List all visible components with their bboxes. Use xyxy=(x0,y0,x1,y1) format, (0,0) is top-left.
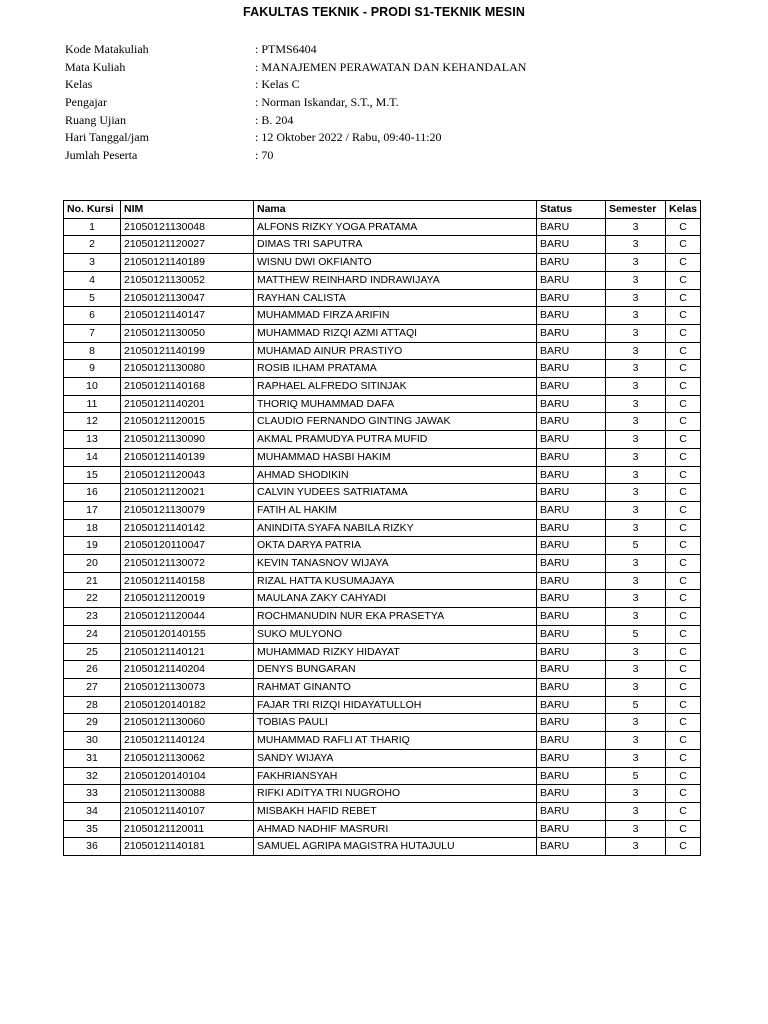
cell-nim: 21050120140104 xyxy=(121,767,254,785)
cell-status: BARU xyxy=(537,271,606,289)
cell-status: BARU xyxy=(537,572,606,590)
cell-kelas: C xyxy=(666,838,701,856)
table-row xyxy=(64,448,701,466)
cell-nama: MISBAKH HAFID REBET xyxy=(254,802,537,820)
cell-no: 8 xyxy=(64,342,121,360)
table-row xyxy=(64,342,701,360)
cell-no: 20 xyxy=(64,555,121,573)
cell-status: BARU xyxy=(537,590,606,608)
cell-nama: MAULANA ZAKY CAHYADI xyxy=(254,590,537,608)
cell-kelas: C xyxy=(666,785,701,803)
cell-status: BARU xyxy=(537,218,606,236)
cell-kelas: C xyxy=(666,431,701,449)
cell-nama: KEVIN TANASNOV WIJAYA xyxy=(254,555,537,573)
cell-nama: RAYHAN CALISTA xyxy=(254,289,537,307)
table-row xyxy=(64,537,701,555)
table-row xyxy=(64,625,701,643)
page-title: FAKULTAS TEKNIK - PRODI S1-TEKNIK MESIN xyxy=(243,5,525,19)
cell-nim: 21050121120043 xyxy=(121,466,254,484)
info-value: : 12 Oktober 2022 / Rabu, 09:40-11:20 xyxy=(255,130,442,145)
cell-semester: 3 xyxy=(606,289,666,307)
cell-kelas: C xyxy=(666,360,701,378)
table-row xyxy=(64,785,701,803)
cell-kelas: C xyxy=(666,767,701,785)
cell-no: 14 xyxy=(64,448,121,466)
cell-kelas: C xyxy=(666,625,701,643)
cell-nim: 21050121140121 xyxy=(121,643,254,661)
cell-no: 35 xyxy=(64,820,121,838)
cell-nama: RIZAL HATTA KUSUMAJAYA xyxy=(254,572,537,590)
cell-semester: 3 xyxy=(606,271,666,289)
cell-no: 3 xyxy=(64,254,121,272)
table-body xyxy=(64,218,701,855)
cell-nim: 21050121140199 xyxy=(121,342,254,360)
cell-nama: MATTHEW REINHARD INDRAWIJAYA xyxy=(254,271,537,289)
table-row xyxy=(64,838,701,856)
cell-semester: 3 xyxy=(606,661,666,679)
cell-status: BARU xyxy=(537,838,606,856)
cell-semester: 3 xyxy=(606,519,666,537)
cell-nim: 21050121130050 xyxy=(121,324,254,342)
cell-nama: AHMAD SHODIKIN xyxy=(254,466,537,484)
cell-status: BARU xyxy=(537,342,606,360)
cell-no: 2 xyxy=(64,236,121,254)
cell-semester: 5 xyxy=(606,696,666,714)
cell-kelas: C xyxy=(666,448,701,466)
cell-no: 13 xyxy=(64,431,121,449)
cell-status: BARU xyxy=(537,732,606,750)
cell-semester: 3 xyxy=(606,714,666,732)
cell-semester: 3 xyxy=(606,484,666,502)
cell-nama: FATIH AL HAKIM xyxy=(254,501,537,519)
cell-status: BARU xyxy=(537,254,606,272)
cell-status: BARU xyxy=(537,307,606,325)
cell-status: BARU xyxy=(537,820,606,838)
col-header-no: No. Kursi xyxy=(64,201,121,219)
table-row xyxy=(64,678,701,696)
cell-nama: THORIQ MUHAMMAD DAFA xyxy=(254,395,537,413)
table-row xyxy=(64,608,701,626)
cell-nama: ROCHMANUDIN NUR EKA PRASETYA xyxy=(254,608,537,626)
table-row xyxy=(64,572,701,590)
cell-kelas: C xyxy=(666,714,701,732)
cell-nim: 21050121140158 xyxy=(121,572,254,590)
cell-semester: 3 xyxy=(606,218,666,236)
cell-nama: SANDY WIJAYA xyxy=(254,749,537,767)
cell-no: 22 xyxy=(64,590,121,608)
cell-status: BARU xyxy=(537,643,606,661)
table-row xyxy=(64,360,701,378)
cell-status: BARU xyxy=(537,785,606,803)
cell-status: BARU xyxy=(537,289,606,307)
cell-no: 15 xyxy=(64,466,121,484)
cell-nim: 21050121130048 xyxy=(121,218,254,236)
table-row xyxy=(64,820,701,838)
cell-nim: 21050121120015 xyxy=(121,413,254,431)
cell-nim: 21050121120021 xyxy=(121,484,254,502)
cell-nim: 21050121140147 xyxy=(121,307,254,325)
cell-semester: 3 xyxy=(606,254,666,272)
cell-nama: MUHAMMAD RAFLI AT THARIQ xyxy=(254,732,537,750)
cell-semester: 3 xyxy=(606,466,666,484)
cell-kelas: C xyxy=(666,324,701,342)
table-row xyxy=(64,431,701,449)
cell-nama: RAHMAT GINANTO xyxy=(254,678,537,696)
cell-kelas: C xyxy=(666,466,701,484)
cell-no: 29 xyxy=(64,714,121,732)
cell-nama: OKTA DARYA PATRIA xyxy=(254,537,537,555)
cell-kelas: C xyxy=(666,749,701,767)
cell-semester: 5 xyxy=(606,767,666,785)
table-header-row xyxy=(64,201,701,219)
col-header-nama: Nama xyxy=(254,201,537,219)
cell-nama: CALVIN YUDEES SATRIATAMA xyxy=(254,484,537,502)
cell-status: BARU xyxy=(537,802,606,820)
cell-no: 30 xyxy=(64,732,121,750)
cell-semester: 5 xyxy=(606,537,666,555)
cell-no: 5 xyxy=(64,289,121,307)
col-header-kelas: Kelas xyxy=(666,201,701,219)
cell-semester: 3 xyxy=(606,378,666,396)
cell-kelas: C xyxy=(666,342,701,360)
cell-nim: 21050121140124 xyxy=(121,732,254,750)
table-row xyxy=(64,484,701,502)
cell-nim: 21050121130047 xyxy=(121,289,254,307)
col-header-status: Status xyxy=(537,201,606,219)
table-row xyxy=(64,749,701,767)
participant-table xyxy=(63,200,701,856)
table-row xyxy=(64,501,701,519)
cell-status: BARU xyxy=(537,360,606,378)
cell-nim: 21050121140189 xyxy=(121,254,254,272)
cell-nama: RAPHAEL ALFREDO SITINJAK xyxy=(254,378,537,396)
cell-nama: ANINDITA SYAFA NABILA RIZKY xyxy=(254,519,537,537)
cell-nama: SAMUEL AGRIPA MAGISTRA HUTAJULU xyxy=(254,838,537,856)
cell-no: 23 xyxy=(64,608,121,626)
cell-nim: 21050121120044 xyxy=(121,608,254,626)
cell-kelas: C xyxy=(666,696,701,714)
info-label: Jumlah Peserta xyxy=(65,148,138,163)
cell-no: 25 xyxy=(64,643,121,661)
cell-no: 4 xyxy=(64,271,121,289)
table-row xyxy=(64,395,701,413)
table-row xyxy=(64,714,701,732)
cell-kelas: C xyxy=(666,661,701,679)
col-header-semester: Semester xyxy=(606,201,666,219)
cell-semester: 3 xyxy=(606,431,666,449)
info-value: : 70 xyxy=(255,148,274,163)
cell-semester: 3 xyxy=(606,732,666,750)
cell-semester: 3 xyxy=(606,749,666,767)
cell-no: 6 xyxy=(64,307,121,325)
cell-no: 17 xyxy=(64,501,121,519)
cell-status: BARU xyxy=(537,749,606,767)
cell-nama: SUKO MULYONO xyxy=(254,625,537,643)
cell-nama: MUHAMMAD HASBI HAKIM xyxy=(254,448,537,466)
cell-semester: 3 xyxy=(606,555,666,573)
table-row xyxy=(64,661,701,679)
cell-status: BARU xyxy=(537,413,606,431)
cell-nim: 21050121140204 xyxy=(121,661,254,679)
cell-nama: RIFKI ADITYA TRI NUGROHO xyxy=(254,785,537,803)
cell-nim: 21050121140201 xyxy=(121,395,254,413)
cell-semester: 3 xyxy=(606,590,666,608)
cell-nama: FAKHRIANSYAH xyxy=(254,767,537,785)
cell-nim: 21050121130062 xyxy=(121,749,254,767)
cell-semester: 3 xyxy=(606,342,666,360)
table-row xyxy=(64,324,701,342)
cell-no: 9 xyxy=(64,360,121,378)
cell-kelas: C xyxy=(666,395,701,413)
cell-nim: 21050121120027 xyxy=(121,236,254,254)
cell-kelas: C xyxy=(666,643,701,661)
cell-nim: 21050121130052 xyxy=(121,271,254,289)
cell-kelas: C xyxy=(666,555,701,573)
table-row xyxy=(64,643,701,661)
table-row xyxy=(64,289,701,307)
cell-nim: 21050121130073 xyxy=(121,678,254,696)
cell-status: BARU xyxy=(537,661,606,679)
cell-nim: 21050121130060 xyxy=(121,714,254,732)
cell-semester: 5 xyxy=(606,625,666,643)
cell-nim: 21050121120011 xyxy=(121,820,254,838)
table-row xyxy=(64,555,701,573)
cell-no: 36 xyxy=(64,838,121,856)
cell-no: 27 xyxy=(64,678,121,696)
cell-nim: 21050121120019 xyxy=(121,590,254,608)
cell-semester: 3 xyxy=(606,678,666,696)
cell-status: BARU xyxy=(537,608,606,626)
cell-nama: DIMAS TRI SAPUTRA xyxy=(254,236,537,254)
cell-semester: 3 xyxy=(606,448,666,466)
cell-kelas: C xyxy=(666,289,701,307)
cell-status: BARU xyxy=(537,678,606,696)
cell-status: BARU xyxy=(537,625,606,643)
cell-no: 21 xyxy=(64,572,121,590)
cell-semester: 3 xyxy=(606,572,666,590)
table-row xyxy=(64,466,701,484)
info-label: Ruang Ujian xyxy=(65,112,126,127)
cell-kelas: C xyxy=(666,732,701,750)
cell-no: 34 xyxy=(64,802,121,820)
cell-kelas: C xyxy=(666,501,701,519)
cell-semester: 3 xyxy=(606,785,666,803)
cell-status: BARU xyxy=(537,236,606,254)
table-row xyxy=(64,236,701,254)
table-row xyxy=(64,732,701,750)
cell-nim: 21050121130080 xyxy=(121,360,254,378)
cell-nim: 21050121140181 xyxy=(121,838,254,856)
table-row xyxy=(64,254,701,272)
cell-status: BARU xyxy=(537,324,606,342)
cell-kelas: C xyxy=(666,590,701,608)
info-label: Pengajar xyxy=(65,95,107,110)
cell-semester: 3 xyxy=(606,608,666,626)
cell-no: 31 xyxy=(64,749,121,767)
cell-nama: MUHAMAD AINUR PRASTIYO xyxy=(254,342,537,360)
cell-no: 12 xyxy=(64,413,121,431)
cell-nim: 21050121130072 xyxy=(121,555,254,573)
cell-semester: 3 xyxy=(606,236,666,254)
cell-kelas: C xyxy=(666,254,701,272)
table-row xyxy=(64,218,701,236)
cell-kelas: C xyxy=(666,271,701,289)
cell-kelas: C xyxy=(666,413,701,431)
cell-kelas: C xyxy=(666,236,701,254)
cell-nim: 21050121140139 xyxy=(121,448,254,466)
cell-no: 33 xyxy=(64,785,121,803)
cell-status: BARU xyxy=(537,714,606,732)
cell-status: BARU xyxy=(537,696,606,714)
cell-nama: DENYS BUNGARAN xyxy=(254,661,537,679)
cell-no: 24 xyxy=(64,625,121,643)
cell-semester: 3 xyxy=(606,501,666,519)
info-label: Mata Kuliah xyxy=(65,59,126,74)
cell-nama: MUHAMMAD RIZQI AZMI ATTAQI xyxy=(254,324,537,342)
cell-no: 1 xyxy=(64,218,121,236)
info-label: Hari Tanggal/jam xyxy=(65,130,149,145)
table-row xyxy=(64,767,701,785)
cell-status: BARU xyxy=(537,378,606,396)
cell-status: BARU xyxy=(537,484,606,502)
cell-kelas: C xyxy=(666,820,701,838)
cell-nim: 21050121130079 xyxy=(121,501,254,519)
cell-nama: FAJAR TRI RIZQI HIDAYATULLOH xyxy=(254,696,537,714)
cell-kelas: C xyxy=(666,802,701,820)
table-row xyxy=(64,378,701,396)
info-label: Kode Matakuliah xyxy=(65,42,149,56)
cell-semester: 3 xyxy=(606,360,666,378)
cell-semester: 3 xyxy=(606,643,666,661)
cell-no: 10 xyxy=(64,378,121,396)
cell-nim: 21050121130088 xyxy=(121,785,254,803)
table-row xyxy=(64,519,701,537)
cell-no: 26 xyxy=(64,661,121,679)
cell-no: 32 xyxy=(64,767,121,785)
info-value: : PTMS6404 xyxy=(255,42,317,56)
cell-nama: CLAUDIO FERNANDO GINTING JAWAK xyxy=(254,413,537,431)
cell-semester: 3 xyxy=(606,307,666,325)
cell-kelas: C xyxy=(666,572,701,590)
cell-kelas: C xyxy=(666,218,701,236)
cell-status: BARU xyxy=(537,395,606,413)
info-value: : Norman Iskandar, S.T., M.T. xyxy=(255,95,399,110)
cell-status: BARU xyxy=(537,501,606,519)
cell-nama: AKMAL PRAMUDYA PUTRA MUFID xyxy=(254,431,537,449)
cell-semester: 3 xyxy=(606,820,666,838)
info-label: Kelas xyxy=(65,77,93,92)
cell-semester: 3 xyxy=(606,838,666,856)
cell-nama: ALFONS RIZKY YOGA PRATAMA xyxy=(254,218,537,236)
table-row xyxy=(64,696,701,714)
cell-nim: 21050121140107 xyxy=(121,802,254,820)
cell-nama: MUHAMMAD RIZKY HIDAYAT xyxy=(254,643,537,661)
cell-kelas: C xyxy=(666,678,701,696)
cell-status: BARU xyxy=(537,519,606,537)
cell-kelas: C xyxy=(666,608,701,626)
cell-nama: AHMAD NADHIF MASRURI xyxy=(254,820,537,838)
table-row xyxy=(64,590,701,608)
cell-no: 16 xyxy=(64,484,121,502)
cell-nim: 21050121140142 xyxy=(121,519,254,537)
cell-nim: 21050120140155 xyxy=(121,625,254,643)
cell-nim: 21050121140168 xyxy=(121,378,254,396)
cell-status: BARU xyxy=(537,537,606,555)
table-row xyxy=(64,307,701,325)
cell-semester: 3 xyxy=(606,395,666,413)
cell-no: 7 xyxy=(64,324,121,342)
cell-no: 11 xyxy=(64,395,121,413)
cell-nama: WISNU DWI OKFIANTO xyxy=(254,254,537,272)
cell-nim: 21050120110047 xyxy=(121,537,254,555)
cell-kelas: C xyxy=(666,307,701,325)
cell-nama: ROSIB ILHAM PRATAMA xyxy=(254,360,537,378)
cell-status: BARU xyxy=(537,448,606,466)
cell-status: BARU xyxy=(537,555,606,573)
table-row xyxy=(64,413,701,431)
cell-status: BARU xyxy=(537,431,606,449)
cell-no: 28 xyxy=(64,696,121,714)
cell-semester: 3 xyxy=(606,324,666,342)
cell-status: BARU xyxy=(537,466,606,484)
cell-semester: 3 xyxy=(606,413,666,431)
cell-no: 19 xyxy=(64,537,121,555)
cell-nama: TOBIAS PAULI xyxy=(254,714,537,732)
info-value: : Kelas C xyxy=(255,77,300,92)
cell-nim: 21050120140182 xyxy=(121,696,254,714)
cell-no: 18 xyxy=(64,519,121,537)
info-value: : B. 204 xyxy=(255,112,294,127)
col-header-nim: NIM xyxy=(121,201,254,219)
cell-kelas: C xyxy=(666,519,701,537)
cell-kelas: C xyxy=(666,537,701,555)
table-row xyxy=(64,271,701,289)
cell-kelas: C xyxy=(666,378,701,396)
cell-nama: MUHAMMAD FIRZA ARIFIN xyxy=(254,307,537,325)
cell-status: BARU xyxy=(537,767,606,785)
cell-kelas: C xyxy=(666,484,701,502)
info-value: : MANAJEMEN PERAWATAN DAN KEHANDALAN xyxy=(255,59,527,74)
cell-semester: 3 xyxy=(606,802,666,820)
cell-nim: 21050121130090 xyxy=(121,431,254,449)
table-row xyxy=(64,802,701,820)
